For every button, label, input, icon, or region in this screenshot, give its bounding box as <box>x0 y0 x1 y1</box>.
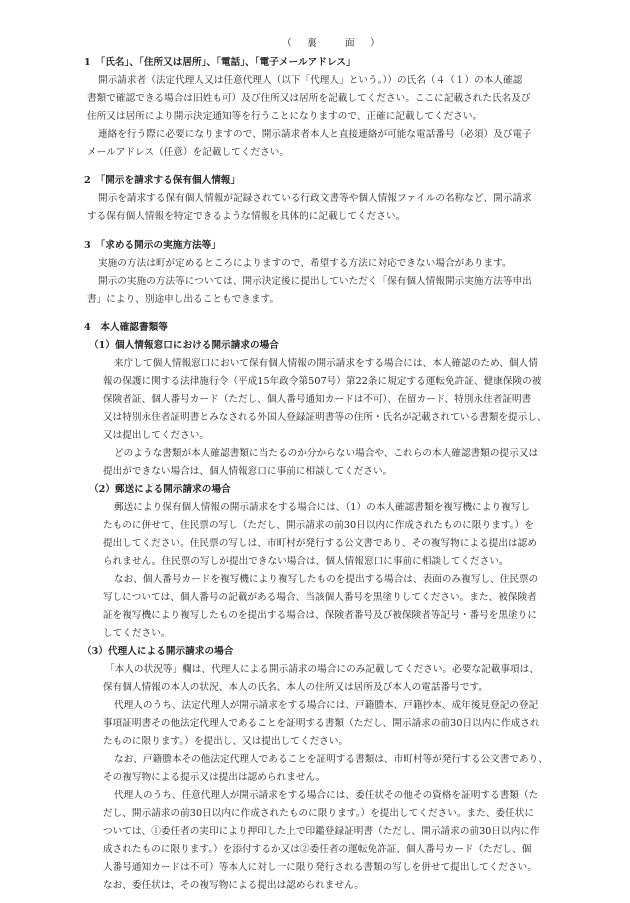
subsection-4-2-line: 写しについては、個人番号の記載がある場合、当該個人番号を黒塗りしてください。また、被保険者 <box>103 592 537 603</box>
subsection-4-3-line: その複写物による提示又は提出は認められません。 <box>103 772 326 783</box>
subsection-4-1-line: 又は提出してください。 <box>103 430 210 441</box>
subsection-4-3-line: なお、委任状は、その複写物による提出は認められません。 <box>103 880 364 891</box>
subsection-4-3-heading: （3）代理人による開示請求の場合 <box>82 646 234 657</box>
section-3-line: 書」により、別途申し出ることもできます。 <box>87 294 280 305</box>
section-3-heading: 3 「求める開示の実施方法等」 <box>84 240 221 251</box>
subsection-4-1-line: 保険者証、個人番号カード（ただし、個人番号通知カードは不可）、在留カード、特別永住者証明書 <box>103 394 532 405</box>
section-1-line: 書類で確認できる場合は旧姓も可）及び住所又は居所を記載してください。ここに記載された氏名及び <box>87 93 531 104</box>
subsection-4-3-line: 成されたものに限ります。）を添付するか又は②委任者の運転免許証、個人番号カード（ただし、個 <box>103 844 532 855</box>
section-3-line: 開示の実施の方法等については、開示決定後に提出していただく「保有個人情報開示実施方法等申出 <box>98 276 532 287</box>
subsection-4-2-line: 証を複写機により複写したものを提出する場合は、保険者番号及び被保険者等記号・番号を黒塗りに <box>103 610 537 621</box>
section-1-line: 連絡を行う際に必要になりますので、開示請求者本人と直接連絡が可能な電話番号（必須）及び電子 <box>98 129 532 140</box>
subsection-4-2-line: 郵送により保有個人情報の開示請求をする場合には、（1）の本人確認書類を複写機により複写し <box>114 502 531 513</box>
section-1-line: メールアドレス（任意）を記載してください。 <box>87 147 290 158</box>
subsection-4-3-line: たものに限ります。）を提出し、又は提出してください。 <box>103 736 349 747</box>
section-4-heading: 4 本人確認書類等 <box>84 322 168 333</box>
subsection-4-3-line: 人番号通知カードは不可）等本人に対し一に限り発行される書類の写しを併せて提出してください。 <box>103 862 537 873</box>
subsection-4-1-line: 提出ができない場合は、個人情報窓口に事前に相談してください。 <box>103 466 393 477</box>
subsection-4-2-line: られません。住民票の写しが提出できない場合は、個人情報窓口に事前に相談してください。 <box>103 556 509 567</box>
section-1-line: 開示請求者（法定代理人又は任意代理人（以下「代理人」という。））の氏名（４（１）の本人確認 <box>98 75 523 86</box>
subsection-4-2-line: 提出してください。住民票の写しは、市町村が発行する公文書であり、その複写物による提出は認め <box>103 538 537 549</box>
section-2-heading: 2 「開示を請求する保有個人情報」 <box>84 175 241 186</box>
subsection-4-3-line: 事項証明書その他法定代理人であることを証明する書類（ただし、開示請求の前30日以内に作成され <box>103 718 540 729</box>
subsection-4-3-line: 代理人のうち、法定代理人が開示請求をする場合には、戸籍謄本、戸籍抄本、成年後見登記の登記 <box>114 700 539 711</box>
page-title: （ 裏 面 ） <box>282 38 383 49</box>
subsection-4-3-line: 「本人の状況等」欄は、代理人による開示請求の場合にのみ記載してください。必要な記載事項は、 <box>105 664 539 675</box>
section-1-heading: 1 「氏名」、「住所又は居所」、「電話」、「電子メールアドレス」 <box>84 57 356 68</box>
subsection-4-1-line: 報の保護に関する法律施行令（平成15年政令第507号）第22条に規定する運転免許証、健康保険の被 <box>103 376 542 387</box>
section-3-line: 実施の方法は町が定めるところによりますので、希望する方法に対応できない場合があります。 <box>98 258 512 269</box>
subsection-4-3-line: なお、戸籍謄本その他法定代理人であることを証明する書類は、市町村等が発行する公文書であり、 <box>114 754 548 765</box>
subsection-4-1-line: どのような書類が本人確認書類に当たるのか分からない場合や、これらの本人確認書類の提示又は <box>114 448 539 459</box>
subsection-4-2-line: してください。 <box>103 628 171 639</box>
subsection-4-2-line: なお、個人番号カードを複写機により複写したものを提出する場合は、表面のみ複写し、住民票の <box>114 574 539 585</box>
subsection-4-1-line: 又は特別永住者証明書とみなされる外国人登録証明書等の住所・氏名が記載されている書類を提示し、 <box>103 412 547 423</box>
section-2-line: する保有個人情報を特定できるような情報を具体的に記載してください。 <box>87 211 406 222</box>
subsection-4-1-heading: （1）個人情報窓口における開示請求の場合 <box>89 340 279 351</box>
subsection-4-3-line: 代理人のうち、任意代理人が開示請求をする場合には、委任状その他その資格を証明する書類（た <box>114 790 539 801</box>
section-2-line: 開示を請求する保有個人情報が記録されている行政文書等や個人情報ファイルの名称など、開示請求 <box>98 193 532 204</box>
subsection-4-2-heading: （2）郵送による開示請求の場合 <box>89 484 231 495</box>
subsection-4-2-line: たものに併せて、住民票の写し（ただし、開示請求の前30日以内に作成されたものに限ります。）を <box>103 520 534 531</box>
subsection-4-1-line: 来庁して個人情報窓口において保有個人情報の開示請求をする場合には、本人確認のため、個人情 <box>114 358 538 369</box>
subsection-4-3-line: ついては、①委任者の実印により押印した上で印鑑登録証明書（ただし、開示請求の前30日以内に作 <box>103 826 540 837</box>
subsection-4-3-line: だし、開示請求の前30日以内に作成されたものに限ります。）を提出してください。また、委任状に <box>103 808 535 819</box>
subsection-4-3-line: 保有個人情報の本人の状況、本人の氏名、本人の住所又は居所及び本人の電話番号です。 <box>103 682 488 693</box>
section-1-line: 住所又は居所により開示決定通知等を行うことになりますので、正確に記載してください。 <box>87 111 483 122</box>
